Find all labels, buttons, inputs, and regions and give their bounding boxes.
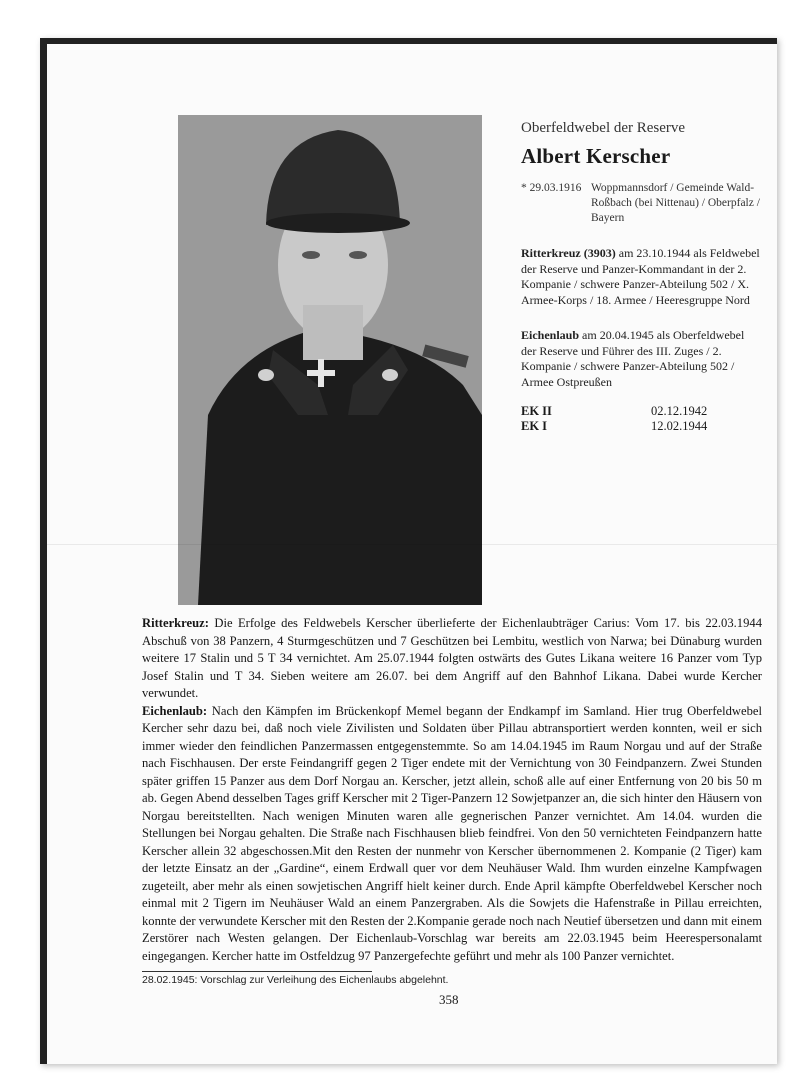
- footnote-divider: [142, 971, 372, 972]
- ek-row: [521, 419, 761, 434]
- birth-info: [521, 181, 761, 226]
- ek-date: 12.02.1944: [651, 419, 708, 433]
- biography-header: [521, 120, 761, 434]
- award-ritterkreuz-label: Ritterkreuz (3903): [521, 246, 616, 260]
- portrait-photo: [178, 115, 482, 605]
- award-ritterkreuz-text: am 23.10.1944 als Feldwebel der Reserve und Panzer-Kommandant in der 2. Kompanie / schwere Panzer-Abteilung 502 / X. Armee-Korps / 18. Armee / Heeresgruppe Nord: [521, 246, 760, 307]
- award-ritterkreuz: [521, 246, 761, 308]
- eichenlaub-paragraph: [142, 703, 762, 966]
- ek-label: EK I: [521, 419, 548, 433]
- award-eichenlaub-label: Eichenlaub: [521, 328, 580, 342]
- ek-label: EK II: [521, 404, 552, 418]
- eichenlaub-paragraph-label: Eichenlaub:: [142, 703, 208, 718]
- portrait-image: [178, 115, 482, 605]
- ritterkreuz-paragraph-label: Ritterkreuz:: [142, 616, 209, 630]
- ritterkreuz-paragraph-text: Die Erfolge des Feldwebels Kerscher überlieferte der Eichenlaubträger Carius: Vom 17. bis 22.03.1944 Abschuß von 38 Panzern, 4 Sturmgeschützen und 7 Geschützen bei Lembitu, westlich von Narwa; bei Dünaburg wurden weitere 17 Stalin und 5 T 34 vernichtet. Am 25.07.1944 folgten ostwärts des Gutes Likana weitere 16 Panzer vom Typ Josef Stalin und T 34. Sieben weitere am 26.07. bei dem Angriff auf den Bahnhof Likana. Dabei wurde Kercher verwundet.: [142, 616, 762, 700]
- award-eichenlaub: [521, 328, 761, 390]
- biography-body: [142, 615, 762, 965]
- footnote: 28.02.1945: Vorschlag zur Verleihung des Eichenlaubs abgelehnt.: [142, 974, 449, 986]
- award-eichenlaub-text: am 20.04.1945 als Oberfeldwebel der Reserve und Führer des III. Zuges / 2. Kompanie / schwere Panzer-Abteilung 502 / Armee Ostpreußen: [521, 328, 745, 389]
- document-page: [40, 38, 777, 1064]
- birth-place: Woppmannsdorf / Gemeinde Wald-Roßbach (bei Nittenau) / Oberpfalz / Bayern: [591, 182, 760, 224]
- ek-awards: [521, 404, 761, 434]
- eichenlaub-paragraph-text: Nach den Kämpfen im Brückenkopf Memel begann der Endkampf im Samland. Hier trug Oberfeldwebel Kercher sehr dazu bei, daß noch viele Zivilisten und Soldaten über Pillau abtransportiert werden konnten, weil er sich immer wieder den feindlichen Panzermassen entgegenstemmte. So am 14.04.1945 im Raum Norgau und auf der Straße nach Fischhausen. Der erste Feindangriff gegen 2 Tiger endete mit der Vernichtung von 30 Feindpanzern. Zwei Stunden später griffen 15 Panzer aus dem Dorf Norgau an. Kerscher, jetzt allein, schoß alle auf einer Entfernung von 20 bis 50 m ab. Gegen Abend desselben Tages griff Kerscher mit 2 Tiger-Panzern 12 Sowjetpanzer an, die sich hinter den Häusern von Norgau bereitstellten. Nach wenigen Minuten waren alle gegnerischen Panzer vernichtet. Am 14.04. wurden die Stellungen bei Norgau gehalten. Die Straße nach Fischhausen blieb feindfrei. Von den 50 vernichteten Feindpanzern hatte Kerscher allein 32 abgeschossen.Mit den Resten der nunmehr von Kerscher übernommenen 2. Kompanie (2 Tiger) kam der letzte Einsatz an der „Gardine“, einem Erdwall quer vor dem Neuhäuser Wald. Ihm wurden einzelne Kampfwagen zugeteilt, aber mehr als einen sowjetischen Angriff hielt keiner durch. Ende April kämpfte Oberfeldwebel Kerscher noch einmal mit 2 Tigern im Neuhäuser Wald an einem Panzergraben. Als die Sowjets die Hafenstraße in Pillau erreichten, konnte der verwundete Kerscher mit den Resten der 2.Kompanie gerade noch nach Neutief übersetzen und dann mit einem Zerstörer nach Westen gelangen. Der Eichenlaub-Vorschlag war bereits am 22.03.1945 beim Heerespersonalamt eingegangen. Kercher hatte im Ostfeldzug 97 Panzergefechte geführt und mehr als 100 Panzer vernichtet.: [142, 703, 763, 963]
- rank-title: Oberfeldwebel der Reserve: [521, 120, 686, 136]
- ek-row: [521, 404, 761, 419]
- person-name: Albert Kerscher: [521, 144, 671, 168]
- birth-date: * 29.03.1916: [521, 182, 582, 194]
- ek-date: 02.12.1942: [651, 404, 708, 418]
- page-number: 358: [439, 992, 459, 1007]
- ritterkreuz-paragraph: [142, 615, 762, 703]
